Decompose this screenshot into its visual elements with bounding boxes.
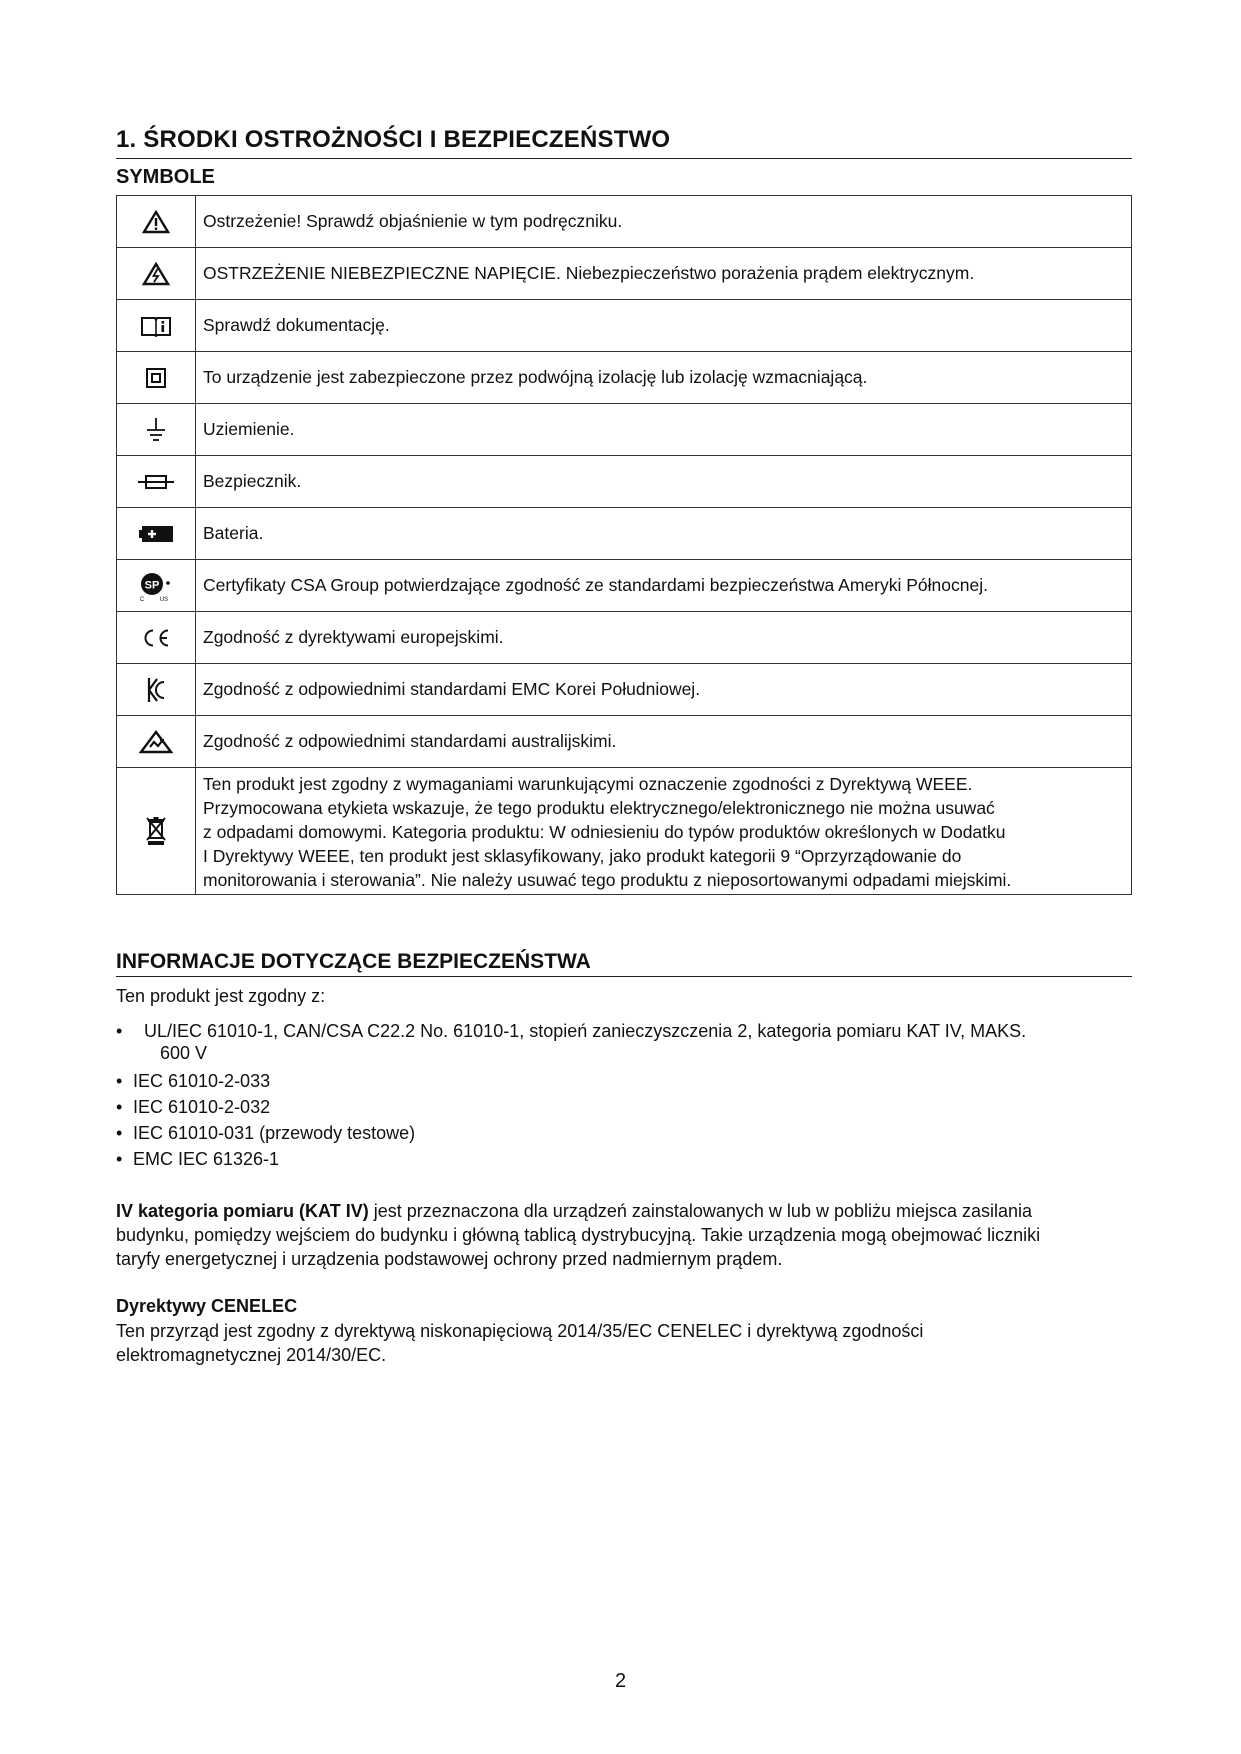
symbol-description: Zgodność z dyrektywami europejskimi. [196,612,1132,664]
symbol-description: Bezpiecznik. [196,456,1132,508]
symbol-row-double-insulation [117,352,1132,404]
symbol-description: Bateria. [196,508,1132,560]
list-item: • IEC 61010-2-032 [116,1096,1132,1118]
symbol-row-rcm [117,716,1132,768]
double-insulation-icon [145,367,167,389]
weee-bin-icon [145,816,167,846]
kat-iv-term: IV kategoria pomiaru (KAT IV) [116,1201,369,1221]
svg-text:SP: SP [144,579,160,591]
symbol-row-ce [117,612,1132,664]
list-item: • EMC IEC 61326-1 [116,1148,1132,1170]
cenelec-paragraph: Ten przyrząd jest zgodny z dyrektywą niskonapięciową 2014/35/EC CENELEC i dyrektywą zgodności elektromagnetycznej 2014/30/EC. [116,1321,924,1365]
rcm-mark-icon [139,730,173,754]
cenelec-heading: Dyrektywy CENELEC [116,1296,298,1316]
symbol-description: To urządzenie jest zabezpieczone przez podwójną izolację lub izolację wzmacniającą. [196,352,1132,404]
symbols-heading: SYMBOLE [116,166,215,188]
symbol-row-high-voltage [117,248,1132,300]
standards-list [116,1020,1132,1174]
list-item: • UL/IEC 61010-1, CAN/CSA C22.2 No. 61010-1, stopień zanieczyszczenia 2, kategoria pomiaru KAT IV, MAKS. 600 V [116,1020,1132,1064]
symbols-table [116,195,1132,895]
symbol-row-fuse [117,456,1132,508]
symbol-description: Certyfikaty CSA Group potwierdzające zgodność ze standardami bezpieczeństwa Ameryki Północnej. [196,560,1132,612]
high-voltage-warning-icon [142,262,170,286]
symbol-row-battery [117,508,1132,560]
weee-description: Ten produkt jest zgodny z wymaganiami warunkującymi oznaczenie zgodności z Dyrektywą WEEE. Przymocowana etykieta wskazuje, że tego produktu elektrycznego/elektronicznego nie można usuwać z odpadami domowymi. Kategoria produktu: W odniesieniu do typów produktów określonych w Dodatku I Dyrektywy WEEE, ten produkt jest sklasyfikowany, jako produkt kategorii 9 “Oprzyrządowanie do monitorowania i sterowania”. Nie należy usuwać tego produktu z nieposortowanymi odpadami miejskimi. [203,774,1012,890]
symbol-description: Uziemienie. [196,404,1132,456]
list-item: • IEC 61010-031 (przewody testowe) [116,1122,1132,1144]
ce-mark-icon [141,628,171,648]
ground-icon [145,417,167,443]
fuse-icon [138,474,174,490]
list-item: • IEC 61010-2-033 [116,1070,1132,1092]
page-title: 1. ŚRODKI OSTROŻNOŚCI I BEZPIECZEŃSTWO [116,126,1132,159]
csa-mark-icon [134,570,178,602]
svg-text:C: C [139,596,145,602]
kc-mark-icon [145,676,167,704]
safety-heading: INFORMACJE DOTYCZĄCE BEZPIECZEŃSTWA [116,950,1132,977]
symbol-description: Zgodność z odpowiednimi standardami EMC Korei Południowej. [196,664,1132,716]
symbol-description: Sprawdź dokumentację. [196,300,1132,352]
warning-triangle-icon [142,210,170,234]
battery-icon [139,525,173,543]
symbol-row-kc [117,664,1132,716]
symbol-description: Zgodność z odpowiednimi standardami australijskimi. [196,716,1132,768]
page-number: 2 [614,1670,627,1692]
symbol-row-weee [117,768,1132,895]
manual-book-icon [140,315,172,337]
symbol-row-ground [117,404,1132,456]
compliance-intro: Ten produkt jest zgodny z: [116,986,326,1006]
symbol-row-csa [117,560,1132,612]
symbol-description: Ostrzeżenie! Sprawdź objaśnienie w tym podręczniku. [196,196,1132,248]
symbol-row-manual [117,300,1132,352]
symbol-description: OSTRZEŻENIE NIEBEZPIECZNE NAPIĘCIE. Niebezpieczeństwo porażenia prądem elektrycznym. [196,248,1132,300]
kat-iv-paragraph: IV kategoria pomiaru (KAT IV) jest przeznaczona dla urządzeń zainstalowanych w lub w pobliżu miejsca zasilania budynku, pomiędzy wejściem do budynku i główną tablicą dystrybucyjną. Takie urządzenia mogą obejmować liczniki taryfy energetycznej i urządzenia podstawowej ochrony przed nadmiernym prądem. [116,1201,1041,1269]
symbol-row-warning [117,196,1132,248]
svg-text:US: US [159,596,169,602]
